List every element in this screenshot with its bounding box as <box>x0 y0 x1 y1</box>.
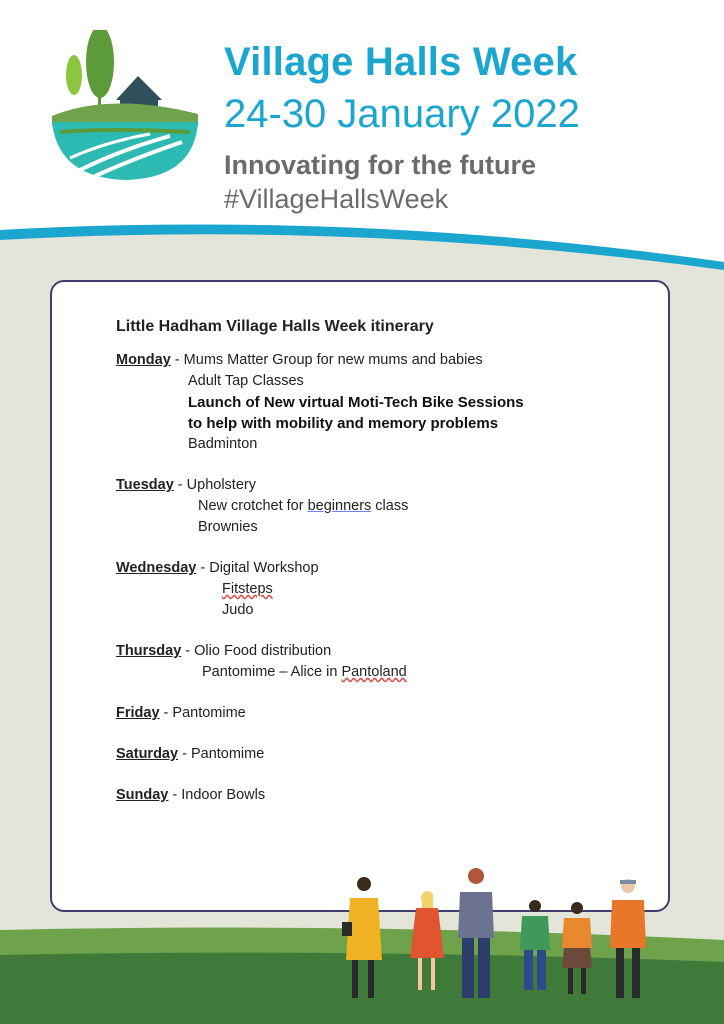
people-illustration <box>330 862 660 1012</box>
separator: - <box>181 643 195 659</box>
separator: - <box>170 352 184 368</box>
spellcheck-word: beginners <box>307 498 372 514</box>
list-item: Indoor Bowls <box>181 787 266 803</box>
itinerary-document <box>116 318 524 806</box>
list-item: Upholstery <box>186 477 256 493</box>
house-roof-icon <box>116 76 162 100</box>
separator: - <box>196 560 210 576</box>
separator: - <box>168 787 182 803</box>
small-tree-icon <box>66 55 82 95</box>
day-thursday <box>116 641 524 683</box>
list-item: Launch of New virtual Moti-Tech Bike Sessions <box>188 394 524 411</box>
day-tuesday <box>116 475 524 538</box>
village-halls-logo <box>50 30 200 190</box>
separator: - <box>173 477 187 493</box>
separator: - <box>178 746 191 762</box>
separator: - <box>159 705 173 721</box>
event-dates: 24-30 January 2022 <box>224 92 580 136</box>
tall-tree-icon <box>86 30 114 98</box>
list-item: Digital Workshop <box>209 560 319 576</box>
list-item: Pantomime <box>172 705 246 721</box>
list-item: Badminton <box>188 436 258 452</box>
day-name: Sunday <box>116 787 169 803</box>
list-item-text: Pantomime – Alice in <box>202 664 342 680</box>
list-item: Mums Matter Group for new mums and babies <box>183 352 483 368</box>
day-name: Monday <box>116 352 171 368</box>
person-icon <box>458 868 494 998</box>
day-friday <box>116 703 524 724</box>
day-name: Tuesday <box>116 477 174 493</box>
spellcheck-word: Pantoland <box>341 664 407 680</box>
day-name: Friday <box>116 705 160 721</box>
event-hashtag: #VillageHallsWeek <box>224 184 449 214</box>
list-item: Pantomime <box>190 746 265 762</box>
list-item <box>116 662 524 683</box>
spellcheck-word: Fitsteps <box>222 581 273 597</box>
day-name: Thursday <box>116 643 182 659</box>
list-item: Brownies <box>198 519 258 535</box>
person-icon <box>410 891 444 990</box>
list-item <box>116 496 524 517</box>
person-icon <box>562 902 592 994</box>
itinerary-title: Little Hadham Village Halls Week itinerary <box>116 318 434 335</box>
day-saturday <box>116 744 524 765</box>
day-sunday <box>116 785 524 806</box>
event-tagline: Innovating for the future <box>224 150 536 180</box>
list-item-text: class <box>371 498 409 514</box>
day-wednesday <box>116 558 524 621</box>
list-item: to help with mobility and memory problems <box>188 415 499 432</box>
list-item: Olio Food distribution <box>194 643 332 659</box>
person-icon <box>520 900 550 990</box>
person-icon <box>610 879 646 998</box>
day-name: Saturday <box>116 746 179 762</box>
person-icon <box>342 877 382 998</box>
event-title: Village Halls Week <box>224 40 578 84</box>
list-item-text: New crotchet for <box>198 498 308 514</box>
day-monday <box>116 350 524 455</box>
list-item: Adult Tap Classes <box>188 373 304 389</box>
day-name: Wednesday <box>116 560 197 576</box>
list-item <box>116 579 524 600</box>
list-item: Judo <box>222 602 254 618</box>
